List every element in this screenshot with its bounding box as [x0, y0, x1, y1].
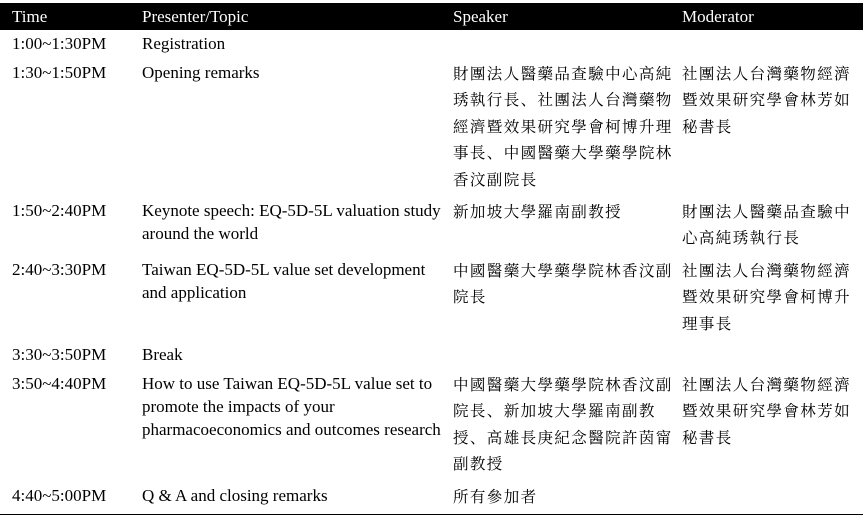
topic-cell: Taiwan EQ-5D-5L value set development and application — [142, 259, 426, 302]
table-header — [0, 3, 863, 30]
table-row — [0, 58, 863, 196]
moderator-cell — [680, 481, 863, 515]
table-row — [0, 30, 863, 58]
moderator-cell: 社團法人台灣藥物經濟暨效果研究學會柯博升理事長 — [682, 261, 852, 333]
topic-cell: Break — [142, 345, 183, 365]
table-row — [0, 196, 863, 255]
table-row — [0, 255, 863, 340]
topic-cell: Opening remarks — [142, 63, 260, 82]
moderator-cell: 社團法人台灣藥物經濟暨效果研究學會林芳如秘書長 — [682, 376, 852, 447]
topic-cell: How to use Taiwan EQ-5D-5L value set to promote the impacts of your pharmacoeconomics and outcomes research — [142, 374, 441, 440]
time-cell: 3:50~4:40PM — [12, 374, 107, 394]
header-moderator: Moderator — [680, 3, 863, 30]
table-row — [0, 369, 863, 481]
speaker-cell — [451, 30, 680, 58]
speaker-cell: 所有參加者 — [451, 481, 680, 515]
topic-cell: Q & A and closing remarks — [140, 481, 451, 515]
speaker-cell: 新加坡大學羅南副教授 — [453, 203, 623, 222]
speaker-cell: 中國醫藥大學藥學院林香汶副院長 — [453, 261, 673, 307]
table-row — [0, 340, 863, 369]
header-speaker: Speaker — [451, 3, 680, 30]
speaker-cell: 財團法人醫藥品查驗中心高純琇執行長、社團法人台灣藥物經濟暨效果研究學會柯博升理事長、中國醫藥大學藥學院林香汶副院長 — [453, 65, 673, 189]
time-cell: 1:50~2:40PM — [12, 201, 107, 221]
table-body — [0, 30, 863, 515]
topic-cell: Keynote speech: EQ-5D-5L valuation study around the world — [142, 201, 441, 244]
moderator-cell: 財團法人醫藥品查驗中心高純琇執行長 — [682, 203, 852, 248]
header-row — [0, 3, 863, 30]
speaker-cell — [451, 340, 680, 369]
time-cell: 4:40~5:00PM — [0, 481, 140, 515]
time-cell: 3:30~3:50PM — [12, 345, 107, 365]
header-time: Time — [0, 3, 140, 30]
speaker-cell: 中國醫藥大學藥學院林香汶副院長、新加坡大學羅南副教授、高雄長庚紀念醫院許茵甯副教授 — [453, 376, 673, 474]
moderator-cell — [680, 30, 863, 58]
table-row — [0, 481, 863, 515]
time-cell: 2:40~3:30PM — [12, 259, 107, 279]
moderator-cell: 社團法人台灣藥物經濟暨效果研究學會林芳如秘書長 — [682, 65, 852, 136]
header-topic: Presenter/Topic — [140, 3, 451, 30]
topic-cell: Registration — [142, 34, 226, 53]
time-cell: 1:00~1:30PM — [12, 34, 107, 53]
agenda-table — [0, 3, 863, 515]
moderator-cell — [680, 340, 863, 369]
time-cell: 1:30~1:50PM — [12, 63, 107, 82]
